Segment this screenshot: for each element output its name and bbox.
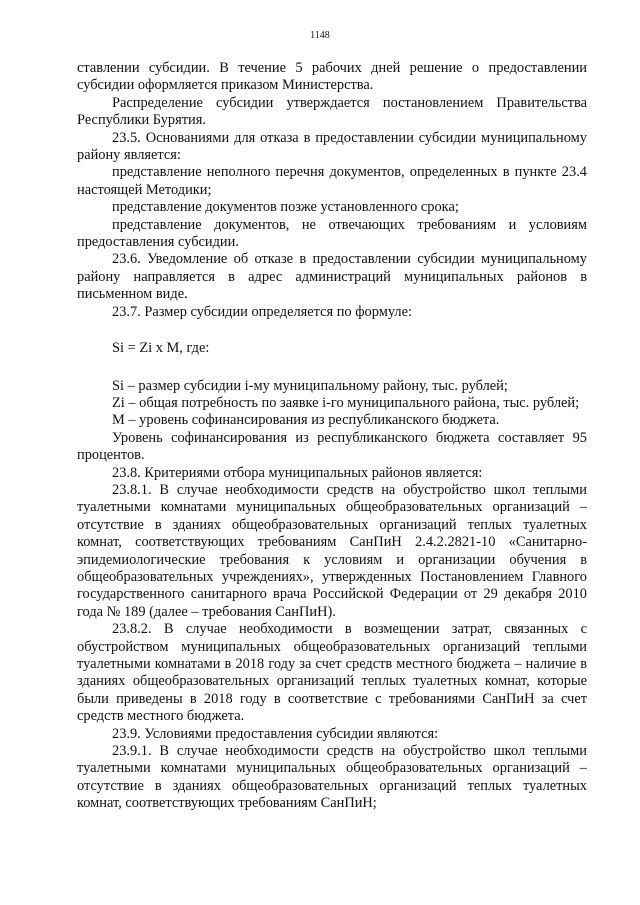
definition-zi: Zi – общая потребность по заявке i-го муниципального района, тыс. рублей; bbox=[112, 394, 580, 411]
page-number: 1148 bbox=[310, 30, 330, 41]
paragraph-23-8-2: 23.8.2. В случае необходимости в возмещении затрат, связанных с обустройством муниципальных общеобразовательных организаций теплыми туалетными комнатами в 2018 году за счет средств местного бюджета – наличие в зданиях общеобразовательных организаций теплых туалетных комнат, которые были приведены в 2018 году в соответствие с требованиями СанПиН за счет средств местного бюджета. bbox=[77, 621, 587, 725]
paragraph-distribution: Распределение субсидии утверждается постановлением Правительства Республики Бурятия. bbox=[77, 94, 587, 129]
paragraph-23-8: 23.8. Критериями отбора муниципальных районов является: bbox=[112, 464, 483, 481]
paragraph-refusal-reason-2: представление документов позже установленного срока; bbox=[112, 199, 459, 216]
paragraph-23-5: 23.5. Основаниями для отказа в предоставлении субсидии муниципальному району является: bbox=[77, 129, 587, 164]
formula: Si = Zi x M, где: bbox=[112, 340, 210, 357]
document-body bbox=[77, 60, 587, 813]
paragraph-refusal-reason-3: представление документов, не отвечающих требованиям и условиям предоставления субсидии. bbox=[77, 216, 587, 251]
paragraph-23-6: 23.6. Уведомление об отказе в предоставлении субсидии муниципальному району направляется в адрес администраций муниципальных районов в письменном виде. bbox=[77, 251, 587, 303]
paragraph-23-7: 23.7. Размер субсидии определяется по формуле: bbox=[112, 303, 412, 320]
paragraph-cofinancing-level: Уровень софинансирования из республиканского бюджета составляет 95 процентов. bbox=[77, 429, 587, 464]
paragraph-refusal-reason-1: представление неполного перечня документов, определенных в пункте 23.4 настоящей Методики; bbox=[77, 164, 587, 198]
paragraph-subsidy-order: ставлении субсидии. В течение 5 рабочих дней решение о предоставлении субсидии оформляется приказом Министерства. bbox=[77, 60, 587, 94]
paragraph-23-9: 23.9. Условиями предоставления субсидии являются: bbox=[112, 725, 439, 742]
definition-si: Si – размер субсидии i-му муниципальному району, тыс. рублей; bbox=[112, 377, 508, 394]
definition-m: M – уровень софинансирования из республиканского бюджета. bbox=[112, 412, 500, 429]
paragraph-23-9-1: 23.9.1. В случае необходимости средств на обустройство школ теплыми туалетными комнатами муниципальных общеобразовательных организаций – отсутствие в зданиях общеобразовательных организаций теплых туалетных комнат, соответствующих требованиям СанПиН; bbox=[77, 743, 587, 812]
paragraph-23-8-1: 23.8.1. В случае необходимости средств на обустройство школ теплыми туалетными комнатами муниципальных общеобразовательных организаций – отсутствие в зданиях общеобразовательных организаций теплых туалетных комнат, соответствующих требованиям СанПиН 2.4.2.2821-10 «Санитарно-эпидемиологические требования к условиям и организации обучения в общеобразовательных учреждениях», утвержденных Постановлением Главного государственного санитарного врача Российской Федерации от 29 декабря 2010 года № 189 (далее – требования СанПиН). bbox=[77, 481, 587, 620]
